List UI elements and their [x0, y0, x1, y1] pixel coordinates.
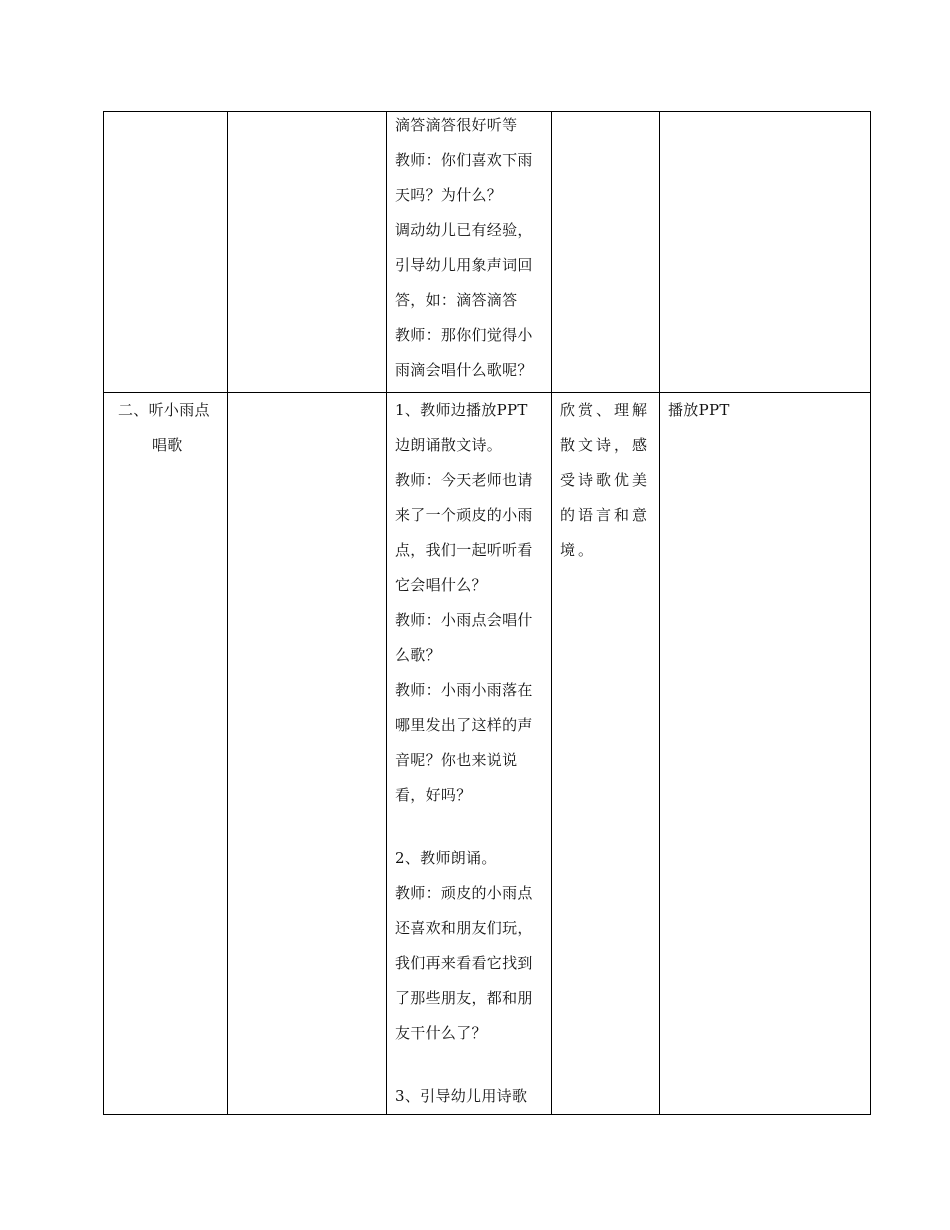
text-line: 调动幼儿已有经验， — [395, 221, 533, 239]
step-title-line: 二、听小雨点 — [118, 401, 210, 419]
table-cell-step — [104, 393, 228, 1115]
step-title-line: 唱歌 — [152, 436, 183, 454]
table-cell-activity — [387, 112, 552, 393]
step-title — [104, 393, 227, 463]
goal-text — [552, 393, 659, 568]
text-line: 哪里发出了这样的声 — [395, 716, 533, 734]
text-line: 2、教师朗诵。 — [395, 849, 497, 867]
text-line: 的语言和意 — [560, 506, 651, 524]
activity-text — [387, 108, 551, 388]
text-line: 播放PPT — [668, 401, 730, 419]
text-line: 受诗歌优美 — [560, 471, 651, 489]
table-cell-blank — [228, 112, 387, 393]
text-line: 还喜欢和朋友们玩， — [395, 919, 533, 937]
text-line: 答，如：滴答滴答 — [395, 291, 518, 309]
text-line: 欣赏、理解 — [560, 401, 651, 419]
table-cell-step — [104, 112, 228, 393]
text-line: 教师：你们喜欢下雨 — [395, 151, 533, 169]
text-line: 境。 — [560, 541, 597, 559]
table-cell-goal — [552, 393, 660, 1115]
text-line: 滴答滴答很好听等 — [395, 116, 518, 134]
paragraph-gap — [395, 1051, 545, 1079]
text-line: 友干什么了？ — [395, 1024, 487, 1042]
text-line: 么歌？ — [395, 646, 441, 664]
text-line: 看，好吗？ — [395, 786, 472, 804]
text-line: 1、教师边播放PPT — [395, 401, 528, 419]
text-line: 雨滴会唱什么歌呢？ — [395, 361, 533, 379]
text-line: 天吗？为什么？ — [395, 186, 503, 204]
text-line: 3、引导幼儿用诗歌 — [395, 1087, 528, 1105]
table-row — [104, 112, 871, 393]
text-line: 教师：小雨小雨落在 — [395, 681, 533, 699]
text-line: 来了一个顽皮的小雨 — [395, 506, 533, 524]
text-line: 音呢？你也来说说 — [395, 751, 518, 769]
table-cell-blank — [228, 393, 387, 1115]
text-line: 点，我们一起听听看 — [395, 541, 533, 559]
resource-text — [660, 393, 870, 428]
text-line: 引导幼儿用象声词回 — [395, 256, 533, 274]
table-cell-resource — [660, 112, 871, 393]
table-cell-goal — [552, 112, 660, 393]
text-line: 边朗诵散文诗。 — [395, 436, 503, 454]
text-line: 我们再来看看它找到 — [395, 954, 533, 972]
paragraph-gap — [395, 813, 545, 841]
table-row — [104, 393, 871, 1115]
text-line: 它会唱什么？ — [395, 576, 487, 594]
text-line: 教师：顽皮的小雨点 — [395, 884, 533, 902]
table-cell-activity — [387, 393, 552, 1115]
lesson-plan-table — [103, 111, 871, 1115]
text-line: 散文诗，感 — [560, 436, 651, 454]
table-cell-resource — [660, 393, 871, 1115]
text-line: 教师：那你们觉得小 — [395, 326, 533, 344]
text-line: 了那些朋友，都和朋 — [395, 989, 533, 1007]
text-line: 教师：小雨点会唱什 — [395, 611, 533, 629]
activity-text — [387, 393, 551, 1114]
text-line: 教师：今天老师也请 — [395, 471, 533, 489]
